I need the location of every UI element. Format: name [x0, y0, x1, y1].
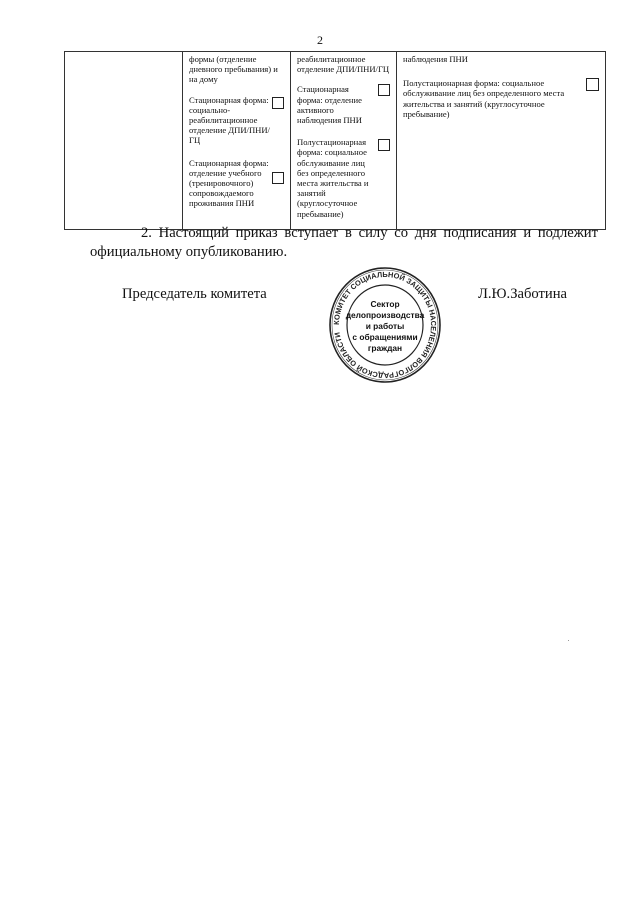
checkbox[interactable] — [586, 78, 599, 91]
svg-text:с обращениями: с обращениями — [352, 332, 418, 342]
item-text: Стационарная форма: социально-реабилитационное отделение ДПИ/ПНИ/ГЦ — [189, 94, 270, 146]
item-text: Стационарная форма: отделение активного наблюдения ПНИ — [297, 84, 362, 126]
list-item — [403, 78, 599, 119]
stamp-center-text — [346, 299, 425, 353]
list-item — [297, 54, 390, 74]
item-text: наблюдения ПНИ — [403, 54, 468, 64]
table-row — [65, 52, 606, 230]
services-table — [64, 51, 606, 230]
item-text: реабилитационное отделение ДПИ/ПНИ/ГЦ — [297, 54, 390, 75]
table-cell-col3 — [291, 52, 397, 230]
table-cell-col2 — [183, 52, 291, 230]
item-text: Полустационарная форма: социальное обслуживание лиц без определенного места жительства и занятий (круглосуточное пребывание) — [403, 78, 565, 119]
checkbox[interactable] — [272, 97, 284, 109]
scan-speck — [568, 640, 569, 641]
svg-text:и работы: и работы — [365, 321, 405, 331]
checkbox[interactable] — [272, 172, 284, 184]
item-text: Стационарная форма: отделение учебного (тренировочного) сопровождаемого проживания ПНИ — [189, 157, 269, 209]
order-paragraph: 2. Настоящий приказ вступает в силу со дня подписания и подлежит официальному опубликованию. — [90, 225, 598, 260]
checkbox[interactable] — [378, 84, 390, 96]
svg-text:граждан: граждан — [367, 343, 403, 353]
table-cell-empty — [65, 52, 183, 230]
svg-text:Сектор: Сектор — [370, 299, 400, 309]
stamp-ring-text: КОМИТЕТ СОЦИАЛЬНОЙ ЗАЩИТЫ НАСЕЛЕНИЯ ВОЛГОГРАДСКОЙ ОБЛАСТИ — [331, 269, 439, 381]
list-item — [297, 84, 390, 125]
table-cell-col4 — [397, 52, 606, 230]
svg-text:делопроизводства: делопроизводства — [345, 310, 425, 320]
signature-name: Л.Ю.Заботина — [478, 286, 567, 302]
list-item — [189, 95, 284, 146]
list-item — [189, 158, 284, 209]
page-number: 2 — [317, 33, 323, 47]
list-item — [189, 54, 284, 85]
checkbox[interactable] — [378, 139, 390, 151]
list-item — [297, 137, 390, 219]
item-text: Полустационарная форма: социальное обслуживание лиц без определенного места жительства и занятий (круглосуточное пребывание) — [297, 137, 369, 219]
item-text: формы (отделение дневного пребывания) и на дому — [189, 54, 278, 85]
signature-position: Председатель комитета — [122, 286, 267, 302]
official-stamp — [328, 266, 442, 384]
list-item — [403, 54, 599, 64]
